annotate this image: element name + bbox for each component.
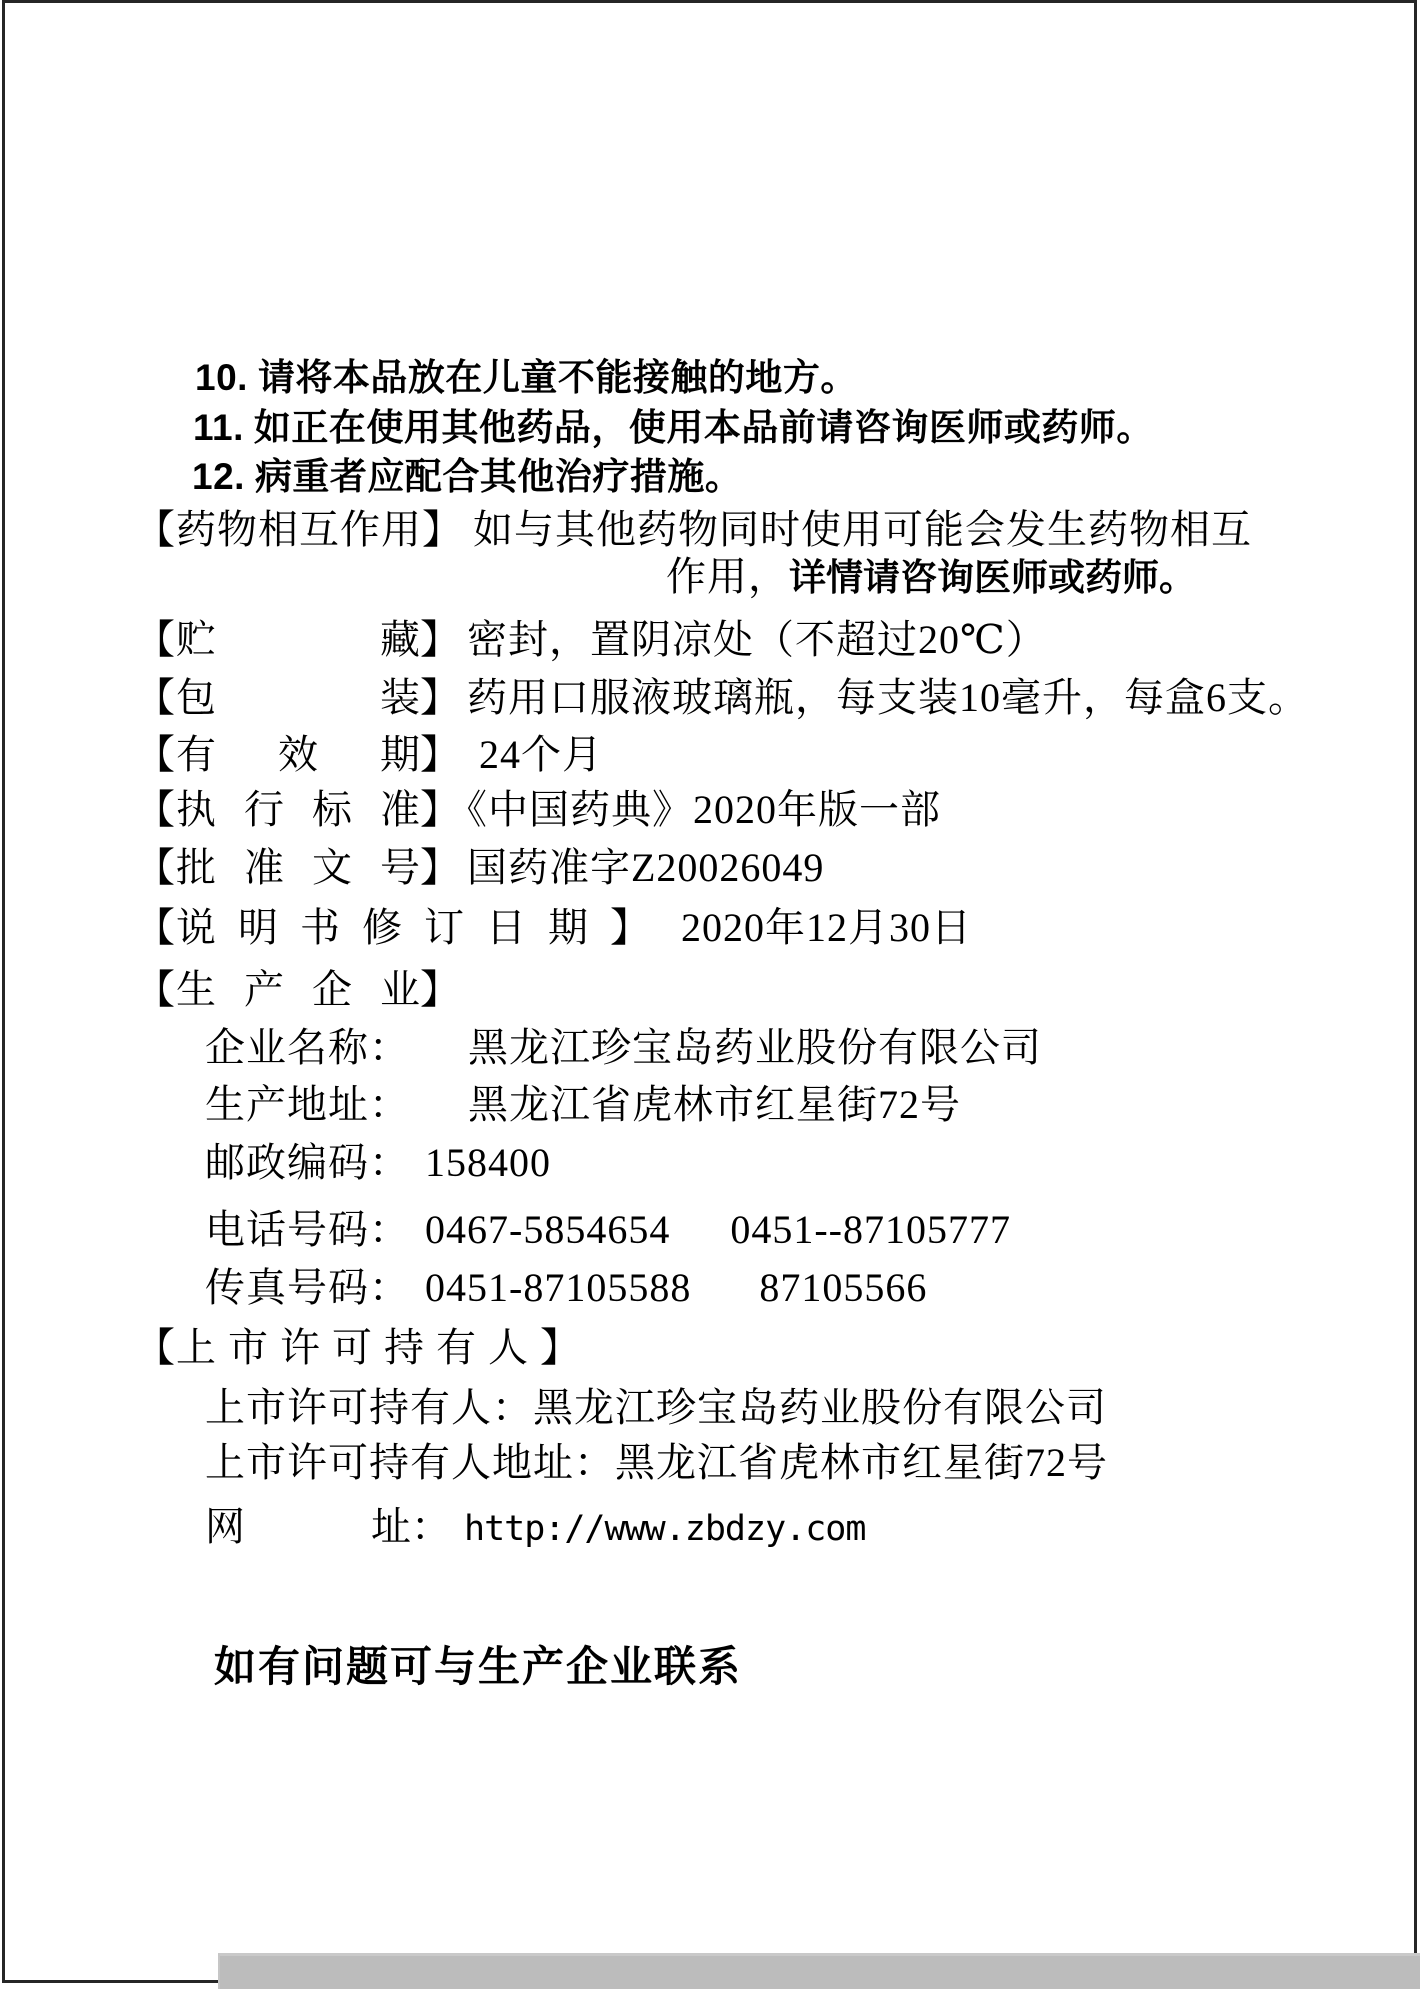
colon: ：: [411, 1504, 452, 1549]
bracket-close: 】: [420, 732, 461, 777]
field-value: 国药准字Z20026049: [467, 845, 825, 890]
bracket-close: 】: [420, 967, 461, 1012]
section-header-mah: [135, 1324, 581, 1372]
field-label: 有效期: [176, 732, 420, 777]
field-label: 药物相互作用: [176, 507, 422, 552]
detail-row-company-name: [205, 1024, 1042, 1072]
bracket-open: 【: [135, 967, 176, 1012]
field-value: 2020年12月30日: [681, 905, 972, 950]
detail-row-production-address: [205, 1081, 961, 1129]
detail-value: 黑龙江省虎林市红星街72号: [468, 1082, 961, 1127]
colon: ：: [369, 1207, 410, 1252]
precaution-item-11: [193, 404, 1154, 452]
detail-row-mah-address: [205, 1439, 1108, 1487]
field-row-packaging: [135, 674, 1309, 722]
section-title: 上市许可持有人: [176, 1325, 540, 1370]
detail-value-2: 0451--87105777: [730, 1207, 1011, 1252]
field-value: 如与其他药物同时使用可能会发生药物相互: [473, 507, 1252, 552]
field-label: 执行标准: [176, 787, 420, 832]
field-row-storage: [135, 616, 1047, 664]
precaution-text: 请将本品放在儿童不能接触的地方。: [257, 357, 858, 398]
section-title: 生产企业: [176, 967, 420, 1012]
detail-value: 黑龙江珍宝岛药业股份有限公司: [468, 1025, 1042, 1070]
bracket-close: 】: [540, 1325, 581, 1370]
field-row-revision-date: [135, 904, 972, 952]
field-value: 《中国药典》2020年版一部: [467, 787, 941, 832]
field-row-approval: [135, 844, 824, 892]
detail-row-website: [205, 1503, 865, 1553]
bracket-open: 【: [135, 787, 176, 832]
colon: ：: [369, 1265, 410, 1310]
bracket-close: 】: [420, 787, 461, 832]
detail-value: 158400: [425, 1140, 551, 1185]
bracket-open: 【: [135, 732, 176, 777]
colon: ：: [574, 1440, 615, 1485]
detail-label: 企业名称: [205, 1025, 369, 1070]
field-value: 24个月: [479, 732, 603, 777]
field-row-standard: [135, 786, 941, 834]
detail-row-fax: [205, 1264, 927, 1312]
field-row-validity: [135, 731, 603, 779]
field-label: 批准文号: [176, 845, 420, 890]
bracket-close: 】: [420, 845, 461, 890]
continuation-serif: 作用，: [666, 554, 789, 599]
bracket-open: 【: [135, 507, 176, 552]
detail-value-2: 87105566: [759, 1265, 928, 1310]
detail-row-telephone: [205, 1206, 1011, 1254]
colon: ：: [369, 1140, 410, 1185]
precaution-number: 11.: [193, 407, 244, 448]
bracket-close: 】: [610, 905, 651, 950]
detail-value: 0467-5854654: [425, 1207, 671, 1252]
bracket-open: 【: [135, 905, 176, 950]
precaution-item-12: [192, 453, 742, 501]
section-header-manufacturer: [135, 966, 461, 1014]
field-label: 说明书修订日期: [176, 905, 610, 950]
colon: ：: [369, 1025, 410, 1070]
colon: ：: [369, 1082, 410, 1127]
detail-label: 邮政编码: [205, 1140, 369, 1185]
bracket-open: 【: [135, 617, 176, 662]
precaution-number: 10.: [195, 357, 248, 398]
bottom-gray-bar: [218, 1953, 1420, 1989]
precaution-text: 病重者应配合其他治疗措施。: [254, 456, 743, 497]
detail-label: 网址: [205, 1504, 411, 1549]
website-url: http://www.zbdzy.com: [464, 1509, 866, 1549]
colon: ：: [492, 1385, 533, 1430]
precaution-item-10: [195, 354, 858, 402]
field-value: 药用口服液玻璃瓶，每支装10毫升，每盒6支。: [467, 675, 1309, 720]
drug-interaction-continuation: [666, 553, 1196, 602]
continuation-emphasis: 详情请咨询医师或药师。: [789, 557, 1196, 598]
detail-value: 0451-87105588: [425, 1265, 692, 1310]
field-label: 贮藏: [176, 617, 420, 662]
precaution-text: 如正在使用其他药品，使用本品前请咨询医师或药师。: [253, 407, 1154, 448]
bracket-open: 【: [135, 1325, 176, 1370]
detail-label: 上市许可持有人: [205, 1385, 492, 1430]
bracket-close: 】: [420, 675, 461, 720]
detail-label: 上市许可持有人地址: [205, 1440, 574, 1485]
detail-row-postal-code: [205, 1139, 551, 1187]
detail-value: 黑龙江珍宝岛药业股份有限公司: [533, 1385, 1107, 1430]
field-row-drug-interaction: [135, 506, 1252, 554]
detail-label: 传真号码: [205, 1265, 369, 1310]
detail-row-mah-holder: [205, 1384, 1107, 1432]
bracket-open: 【: [135, 845, 176, 890]
precaution-number: 12.: [192, 456, 245, 497]
bracket-close: 】: [420, 617, 461, 662]
field-value: 密封，置阴凉处（不超过20℃）: [467, 617, 1047, 662]
field-label: 包装: [176, 675, 420, 720]
detail-label: 生产地址: [205, 1082, 369, 1127]
detail-label: 电话号码: [205, 1207, 369, 1252]
bracket-open: 【: [135, 675, 176, 720]
footer-contact-heading: 如有问题可与生产企业联系: [214, 1643, 743, 1690]
bracket-close: 】: [422, 507, 463, 552]
detail-value: 黑龙江省虎林市红星街72号: [615, 1440, 1108, 1485]
